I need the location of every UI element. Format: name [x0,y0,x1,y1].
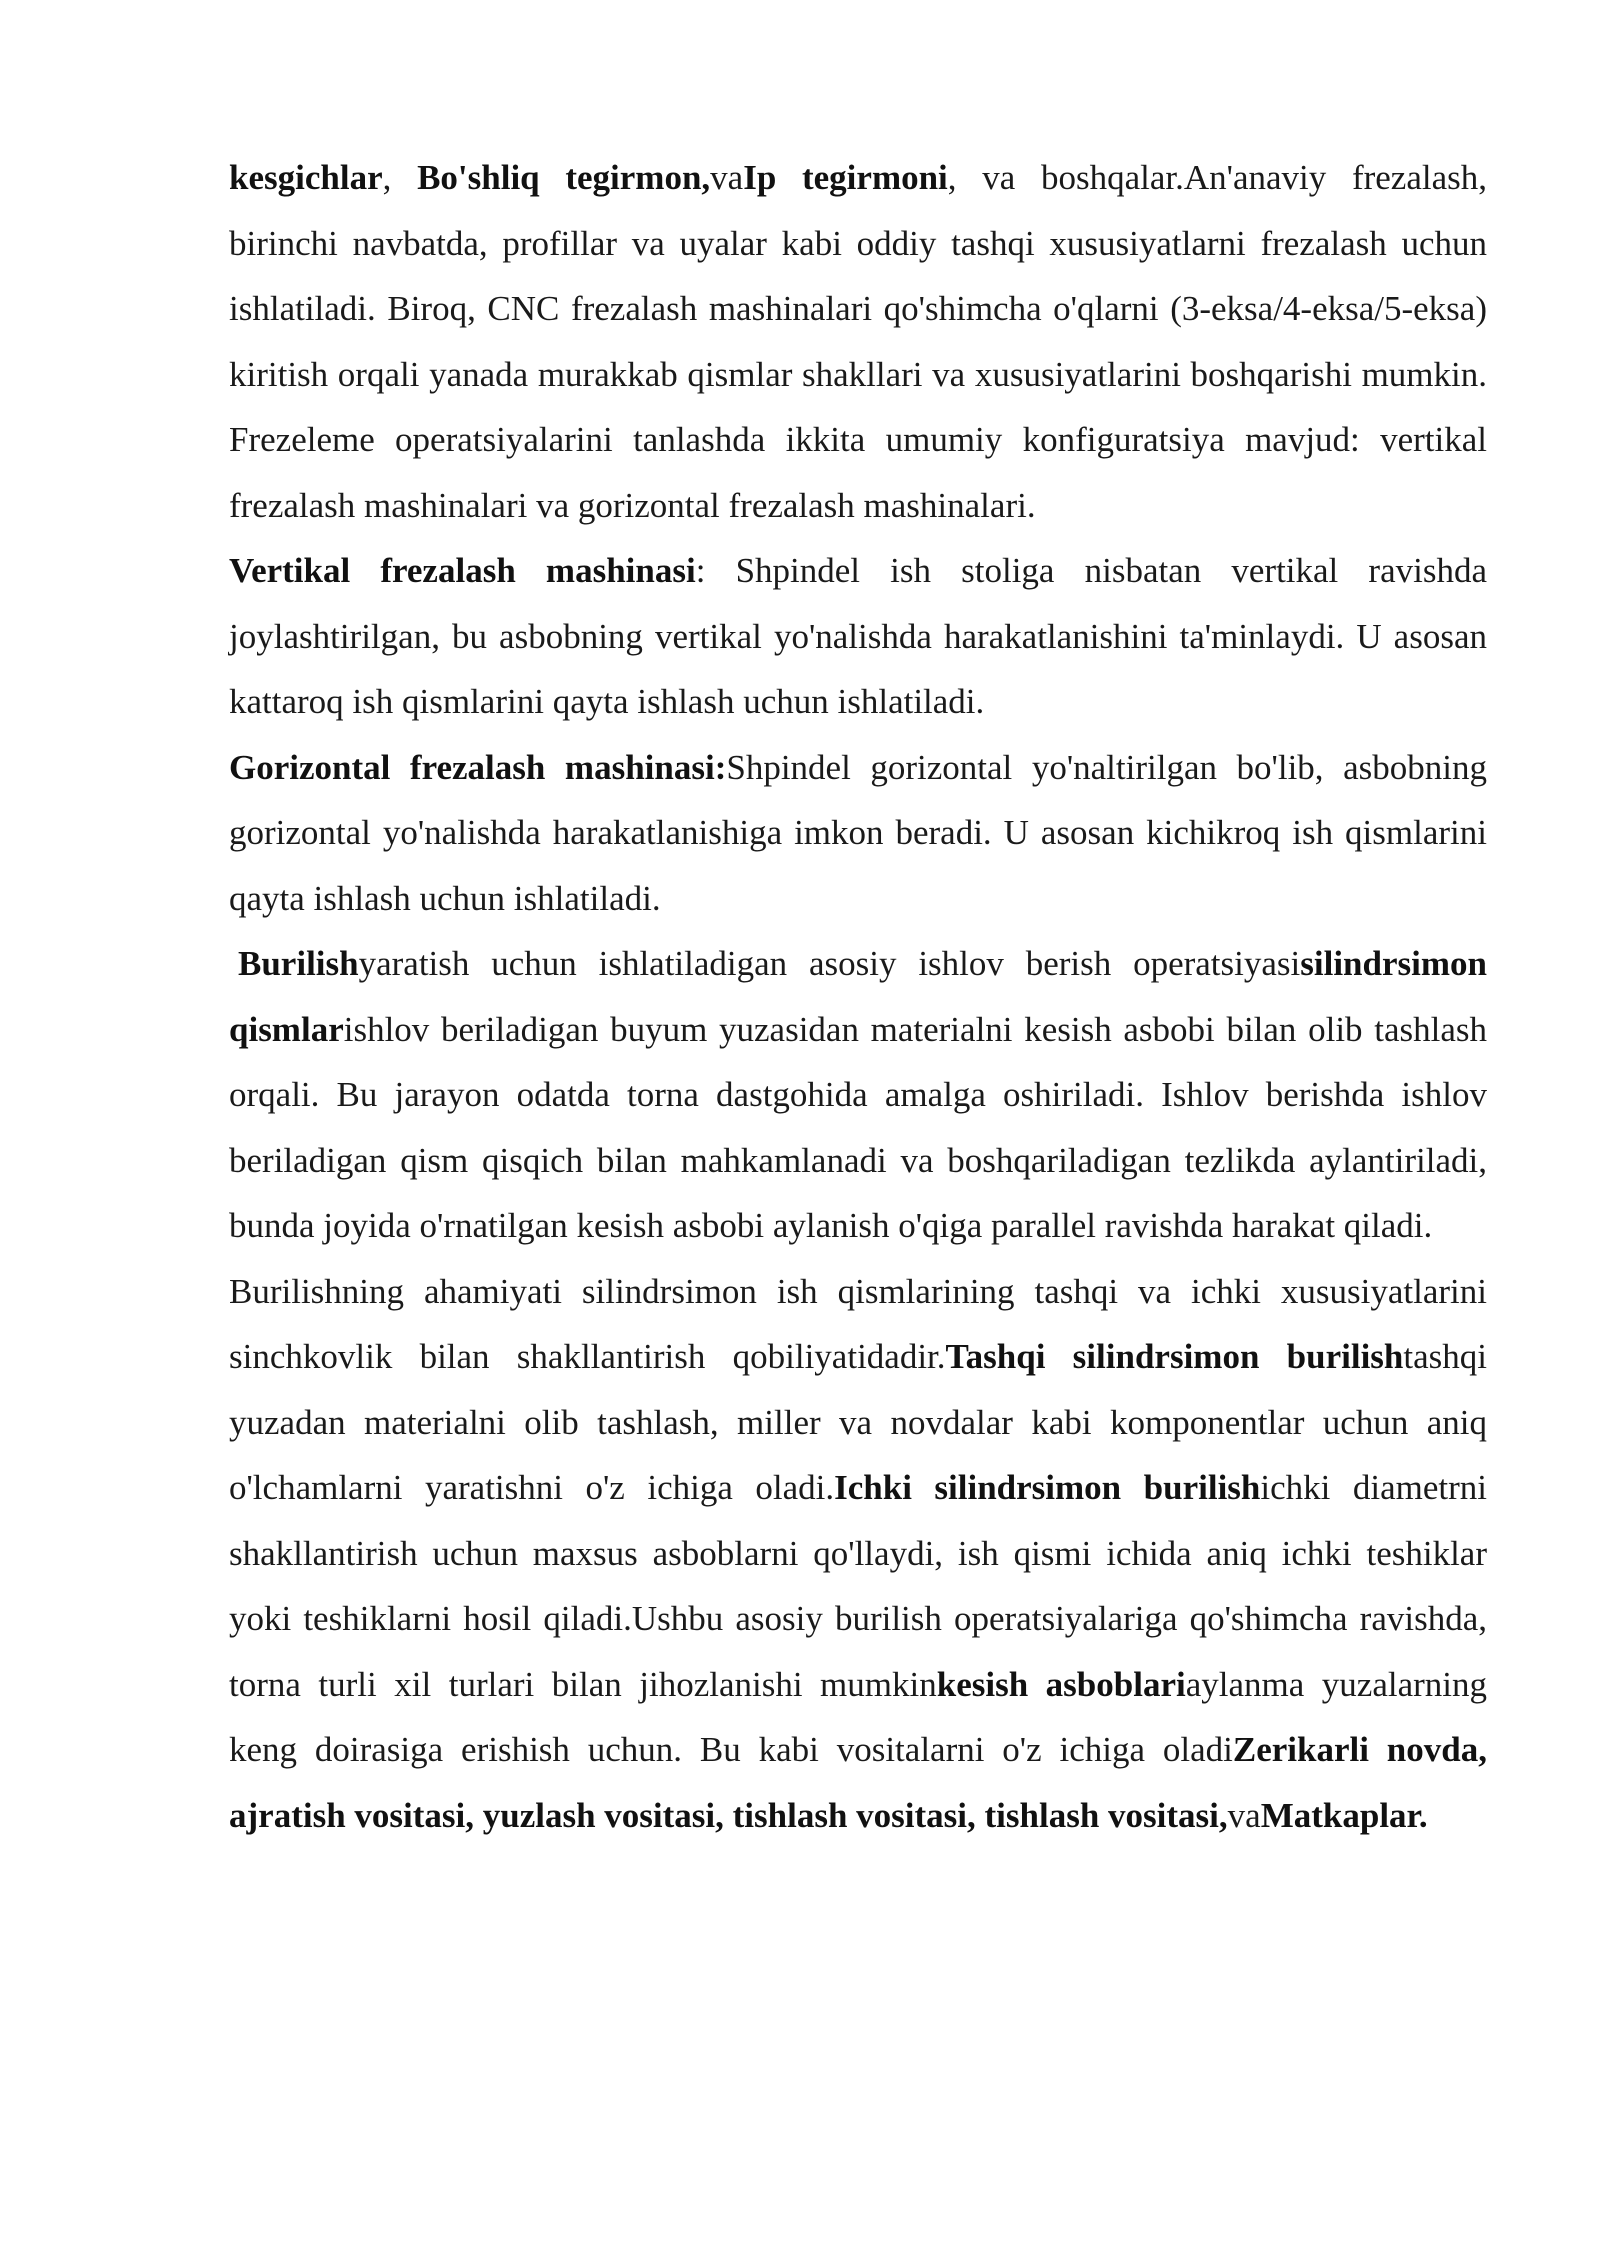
text-run: Shpindel gorizontal yo'naltirilgan bo'lib, asbobning gorizontal yo'nalishda harakatlanishiga imkon beradi. U asosan kichikroq ish qismlarini qayta ishlash uchun ishlatiladi. [229,747,1487,918]
document-page [229,145,1487,1848]
paragraph-turning-importance [229,1259,1487,1849]
text-run: ishlov beriladigan buyum yuzasidan materialni kesish asbobi bilan olib tashlash orqali. Bu jarayon odatda torna dastgohida amalga oshiriladi. Ishlov berishda ishlov beriladigan qism qisqich bilan mahkamlanadi va boshqariladigan tezlikda aylantiriladi, bunda joyida o'rnatilgan kesish asbobi aylanish o'qiga parallel ravishda harakat qiladi. [229,1009,1487,1245]
text-run: tashqi yuzadan materialni olib tashlash, miller va novdalar kabi komponentlar uchun aniq o'lchamlarni yaratishni o'z ichiga oladi. [229,1337,1487,1507]
bold-term: Matkaplar. [1260,1795,1428,1835]
bold-term: Zerikarli novda, ajratish vositasi, yuzlash vositasi, tishlash vositasi, tishlash vositasi, [229,1730,1487,1835]
bold-term: Vertikal frezalash mashinasi [229,551,696,590]
paragraph-turning [229,931,1487,1259]
text-run: : Shpindel ish stoliga nisbatan vertikal ravishda joylashtirilgan, bu asbobning vertikal yo'nalishda harakatlanishini ta'minlaydi. U asosan kattaroq ish qismlarini qayta ishlash uchun ishlatiladi. [229,551,1487,721]
text-run: , va boshqalar.An'anaviy frezalash, birinchi navbatda, profillar va uyalar kabi oddiy tashqi xususiyatlarni frezalash uchun ishlatiladi. Biroq, CNC frezalash mashinalari qo'shimcha o'qlarni (3-eksa/4-eksa/5-eksa) kiritish orqali yanada murakkab qismlar shakllari va xususiyatlarini boshqarishi mumkin. Frezeleme operatsiyalarini tanlashda ikkita umumiy konfiguratsiya mavjud: vertikal frezalash mashinalari va gorizontal frezalash mashinalari. [229,158,1487,525]
paragraph-horizontal-milling [229,735,1487,932]
text-run: aylanma yuzalarning keng doirasiga erishish uchun. Bu kabi vositalarni o'z ichiga oladi [229,1664,1487,1769]
bold-term: Ip tegirmoni [743,158,948,197]
bold-term: Tashqi silindrsimon burilish [945,1337,1404,1376]
text-run: va [710,158,744,197]
bold-term: Bo'shliq tegirmon, [417,158,711,197]
text-run: ichki diametrni shakllantirish uchun maxsus asboblarni qo'llaydi, ish qismi ichida aniq ichki teshiklar yoki teshiklarni hosil qiladi.Ushbu asosiy burilish operatsiyalariga qo'shimcha ravishda, torna turli xil turlari bilan jihozlanishi mumkin [229,1468,1488,1704]
bold-term: Ichki silindrsimon burilish [834,1468,1261,1507]
text-run: va [1227,1795,1261,1835]
bold-term: silindrsimon qismlar [229,944,1487,1049]
text-run: , [382,158,418,197]
bold-term: Gorizontal frezalash mashinasi: [229,747,727,787]
text-run: Burilishning ahamiyati silindrsimon ish qismlarining tashqi va ichki xususiyatlarini sinchkovlik bilan shakllantirish qobiliyatidadir. [229,1271,1487,1376]
paragraph-vertical-milling [229,538,1487,735]
paragraph-milling-types [229,145,1487,538]
bold-term: kesgichlar [229,158,383,197]
bold-term: kesish asboblari [936,1664,1186,1704]
text-run: yaratish uchun ishlatiladigan asosiy ishlov berish operatsiyasi [358,944,1301,983]
bold-term: Burilish [238,944,359,983]
